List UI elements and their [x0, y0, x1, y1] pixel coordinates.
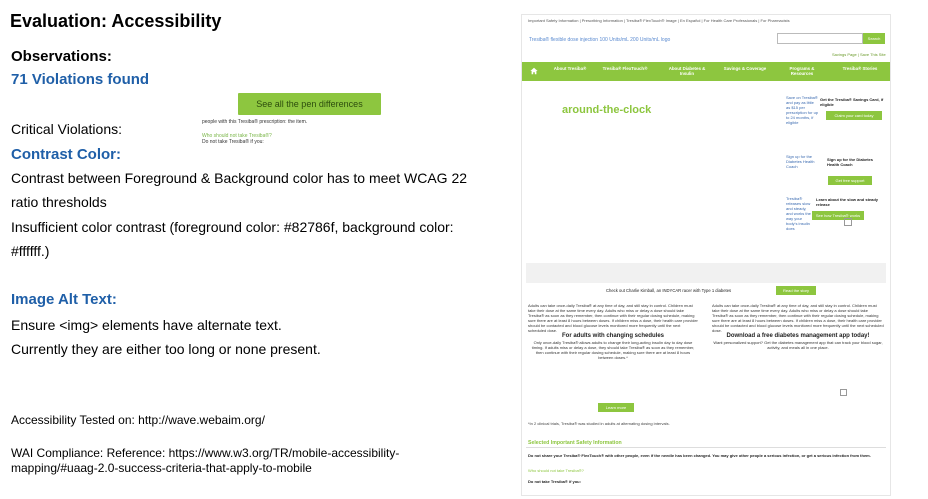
free-support-button[interactable]: Get free support — [828, 176, 872, 185]
contrast-issue-text: Insufficient color contrast (foreground color: #82786f, background color: #ffffff.) — [11, 219, 454, 259]
page-title: Evaluation: Accessibility — [10, 11, 222, 31]
savings-card-heading: Get the Tresiba® Savings Card, if eligible — [820, 97, 884, 107]
nav-item-flextouch[interactable]: Tresiba® FlexTouch® — [602, 66, 648, 71]
release-heading: Learn about the slow and steady release — [816, 197, 879, 207]
utility-links[interactable]: Savings Page | Save This Site — [832, 52, 886, 57]
learn-more-button[interactable]: Learn more — [598, 403, 634, 412]
nav-item-diabetes[interactable]: About Diabetes & Insulin — [668, 66, 706, 76]
savings-image-alt: Save on Tresiba® and pay as little as $15 per prescription for up to 24 months, if eligible — [786, 95, 819, 125]
pen-differences-button[interactable]: See all the pen differences — [238, 93, 381, 115]
top-utility-bar[interactable]: Important Safety Information | Prescribing Information | Tresiba® FlexTouch® Image | En Español | For Health Care Professionals | For Pharmacists — [528, 18, 790, 23]
right-image-alt: Adults can take once-daily Tresiba® at any time of day, and still stay in control. Children must take their dose at the same time every day. Adults who miss or delay a dose should take Tresiba® as soon as they remember, then continue with their regular dosing schedule, making sure there are at least 8 hours between doses. If children miss a dose, their health care provider should be contacted and blood glucose levels monitored more frequently until the next scheduled dose. — [712, 303, 884, 333]
tested-on-text: Accessibility Tested on: http://wave.webaim.org/ — [11, 413, 265, 427]
wai-compliance-text: WAI Compliance: Reference: https://www.w3.org/TR/mobile-accessibility-mapping/#uaag-2.0-success-criteria-that-apply-to-mobile — [11, 446, 400, 475]
search-button[interactable]: Search — [863, 33, 885, 44]
right-column-text: Want personalized support? Get the diabetes management app that can track your blood sugar, activity, and meals all in one place. — [713, 340, 883, 350]
isi-who-heading: Who should not take Tresiba®? — [528, 468, 584, 473]
observations-label: Observations: — [11, 48, 112, 65]
hero-heading: around-the-clock — [562, 104, 652, 116]
violations-count: 71 Violations found — [11, 71, 150, 88]
left-image-alt: Adults can take once-daily Tresiba® at any time of day, and still stay in control. Children must take their dose at the same time every day. Adults who miss or delay a dose should take Tresiba® as soon as they remember, then continue with their regular dosing schedule, making sure there are at least 8 hours between doses. If children miss a dose, their health care provider should be contacted and blood glucose levels monitored more frequently until the next scheduled dose. — [528, 303, 698, 333]
contrast-color-heading: Contrast Color: — [11, 146, 121, 163]
divider — [526, 447, 886, 448]
left-column-text: Only once-daily Tresiba® allows adults to change their long-acting insulin day to day dose timing. If adults miss or delay a dose, they should take Tresiba® as soon as they remember, then continue with their regular dosing schedule, making sure there are at least 8 hours between doses.* — [531, 340, 695, 360]
image-alt-heading: Image Alt Text: — [11, 291, 117, 308]
coach-heading: Sign up for the Diabetes Health Coach — [827, 157, 874, 167]
snippet-line: people with this Tresiba® prescription: the item. — [202, 119, 308, 125]
critical-violation-snippet — [202, 119, 312, 145]
nav-item-stories[interactable]: Tresiba® Stories — [842, 66, 878, 71]
read-story-button[interactable]: Read the story — [776, 286, 816, 295]
claim-card-button[interactable]: Claim your card today — [826, 111, 882, 120]
story-banner — [526, 263, 886, 283]
left-column — [528, 303, 698, 360]
website-screenshot — [521, 14, 891, 496]
isi-text: Do not share your Tresiba® FlexTouch® with other people, even if the needle has been changed. You may give other people a serious infection, or get a serious infection from them. — [528, 453, 871, 458]
snippet-heading: Who should not take Tresiba®? — [202, 133, 272, 139]
contrast-requirement-text: Contrast between Foreground & Background color has to meet WCAG 22 ratio thresholds — [11, 170, 468, 210]
broken-image-icon — [840, 389, 847, 396]
home-icon[interactable] — [530, 67, 538, 75]
footnote: *In 2 clinical trials, Tresiba® was studied in adults at alternating dosing intervals. — [528, 421, 670, 426]
isi-dont-text: Do not take Tresiba® if you: — [528, 479, 581, 484]
right-column — [712, 303, 884, 350]
see-how-button[interactable]: See how Tresiba® works — [812, 211, 864, 220]
critical-violations-label: Critical Violations: — [11, 121, 123, 137]
alt-issue-text: Currently they are either too long or none present. — [11, 341, 321, 357]
broken-image-icon — [844, 218, 852, 226]
nav-item-about[interactable]: About Tresiba® — [553, 66, 587, 71]
nav-item-savings[interactable]: Savings & Coverage — [723, 66, 767, 71]
search-input[interactable] — [777, 33, 863, 44]
site-logo[interactable]: Tresiba® flexible dose injection 100 Units/mL 200 Units/mL logo — [529, 37, 671, 43]
right-column-heading: Download a free diabetes management app today! — [726, 333, 870, 339]
coach-image-alt: Sign up for the Diabetes Health Coach — [786, 154, 815, 169]
isi-heading: Selected Important Safety Information — [528, 440, 622, 446]
snippet-line: Do not take Tresiba® if you: — [202, 139, 264, 145]
nav-item-programs[interactable]: Programs & Resources — [789, 66, 815, 76]
release-image-alt: Tresiba® releases slow and steady, and works the way your body's insulin does — [786, 196, 811, 231]
main-nav — [522, 62, 890, 81]
left-column-heading: For adults with changing schedules — [561, 333, 664, 339]
charlie-text: Check out Charlie Kimball, an INDYCAR racer with Type 1 diabetes — [606, 288, 732, 293]
alt-requirement-text: Ensure <img> elements have alternate text. — [11, 317, 282, 333]
